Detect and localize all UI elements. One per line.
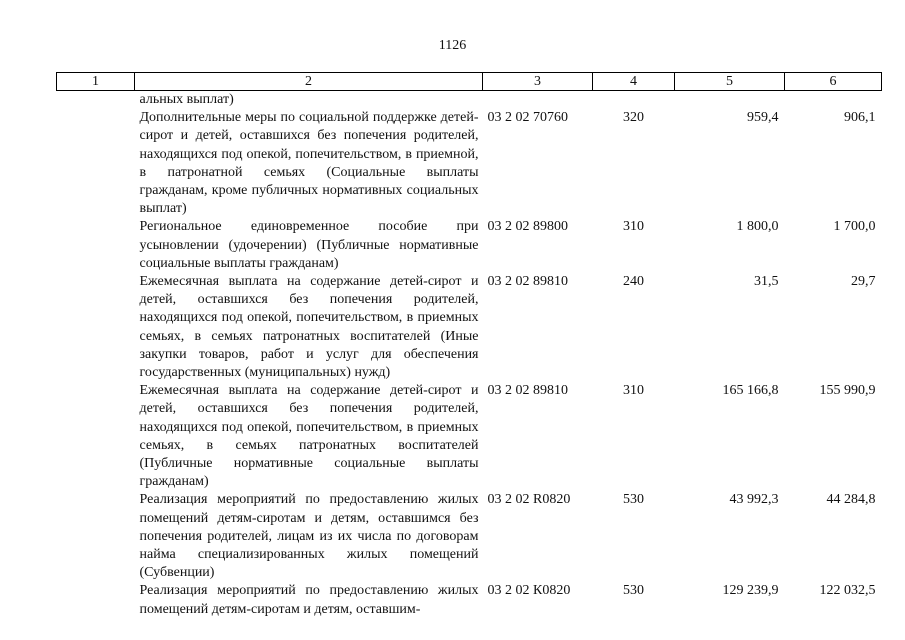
row-code: 03 2 02 R0820 bbox=[487, 492, 571, 508]
row-amount-1: 165 166,8 bbox=[722, 383, 779, 399]
continued-text: альных выплат) bbox=[139, 92, 234, 107]
row-code: 03 2 02 К0820 bbox=[487, 583, 571, 599]
row-name: Реализация мероприятий по предоставлению жилых помещений детям-сиротам и детям, оставшим- bbox=[139, 583, 479, 617]
table-body bbox=[57, 91, 882, 619]
continued-row bbox=[57, 91, 882, 110]
row-amount-2: 906,1 bbox=[844, 110, 876, 126]
table-row bbox=[57, 382, 882, 491]
row-type: 310 bbox=[623, 383, 644, 399]
table-row bbox=[57, 582, 882, 618]
row-name: Реализация мероприятий по предоставлению жилых помещений детям-сиротам и детям, оставшимся без попечения родителей, лицам из их числа по договорам найма специализированных жилых помещений (Субвенции) bbox=[139, 492, 479, 581]
header-col-4: 4 bbox=[593, 73, 675, 91]
row-code: 03 2 02 89810 bbox=[487, 383, 568, 399]
row-name: Дополнительные меры по социальной поддержке детей-сирот и детей, оставшихся без попечения родителей, находящихся под опекой, попечительством, в приемной, в патронатной семьях (Социальные выплаты гражданам, кроме публичных нормативных социальных выплат) bbox=[139, 110, 479, 217]
page-number: 1126 bbox=[438, 38, 467, 53]
row-type: 320 bbox=[623, 110, 644, 126]
row-amount-2: 122 032,5 bbox=[819, 583, 876, 599]
row-amount-1: 31,5 bbox=[754, 274, 779, 290]
row-type: 530 bbox=[623, 583, 644, 599]
row-amount-2: 29,7 bbox=[851, 274, 876, 290]
row-amount-1: 1 800,0 bbox=[736, 219, 779, 235]
row-amount-2: 1 700,0 bbox=[833, 219, 876, 235]
header-col-6: 6 bbox=[785, 73, 882, 91]
row-type: 530 bbox=[623, 492, 644, 508]
row-code: 03 2 02 70760 bbox=[487, 110, 568, 126]
table-row bbox=[57, 218, 882, 273]
row-name: Региональное единовременное пособие при усыновлении (удочерении) (Публичные нормативные социальные выплаты гражданам) bbox=[139, 219, 479, 271]
row-amount-1: 43 992,3 bbox=[729, 492, 779, 508]
header-col-1: 1 bbox=[57, 73, 135, 91]
row-amount-1: 959,4 bbox=[747, 110, 779, 126]
table-row bbox=[57, 491, 882, 582]
row-type: 310 bbox=[623, 219, 644, 235]
table-row bbox=[57, 273, 882, 382]
row-code: 03 2 02 89800 bbox=[487, 219, 568, 235]
header-col-5: 5 bbox=[675, 73, 785, 91]
table-header bbox=[57, 73, 882, 91]
row-code: 03 2 02 89810 bbox=[487, 274, 568, 290]
row-amount-1: 129 239,9 bbox=[722, 583, 779, 599]
budget-table bbox=[56, 72, 882, 619]
header-row bbox=[57, 73, 882, 91]
row-name: Ежемесячная выплата на содержание детей-сирот и детей, оставшихся без попечения родителей, находящихся под опекой, попечительством, в приемных семьях, в семьях патронатных воспитателей (Публичные нормативные социальные выплаты гражданам) bbox=[139, 383, 479, 490]
table-row bbox=[57, 109, 882, 218]
row-amount-2: 44 284,8 bbox=[826, 492, 876, 508]
header-col-2: 2 bbox=[135, 73, 483, 91]
row-name: Ежемесячная выплата на содержание детей-сирот и детей, оставшихся без попечения родителей, находящихся под опекой, попечительством, в приемных семьях, в семьях патронатных воспитателей (Иные закупки товаров, работ и услуг для обеспечения государственных (муниципальных) нужд) bbox=[139, 274, 479, 381]
header-col-3: 3 bbox=[483, 73, 593, 91]
row-type: 240 bbox=[623, 274, 644, 290]
row-amount-2: 155 990,9 bbox=[819, 383, 876, 399]
